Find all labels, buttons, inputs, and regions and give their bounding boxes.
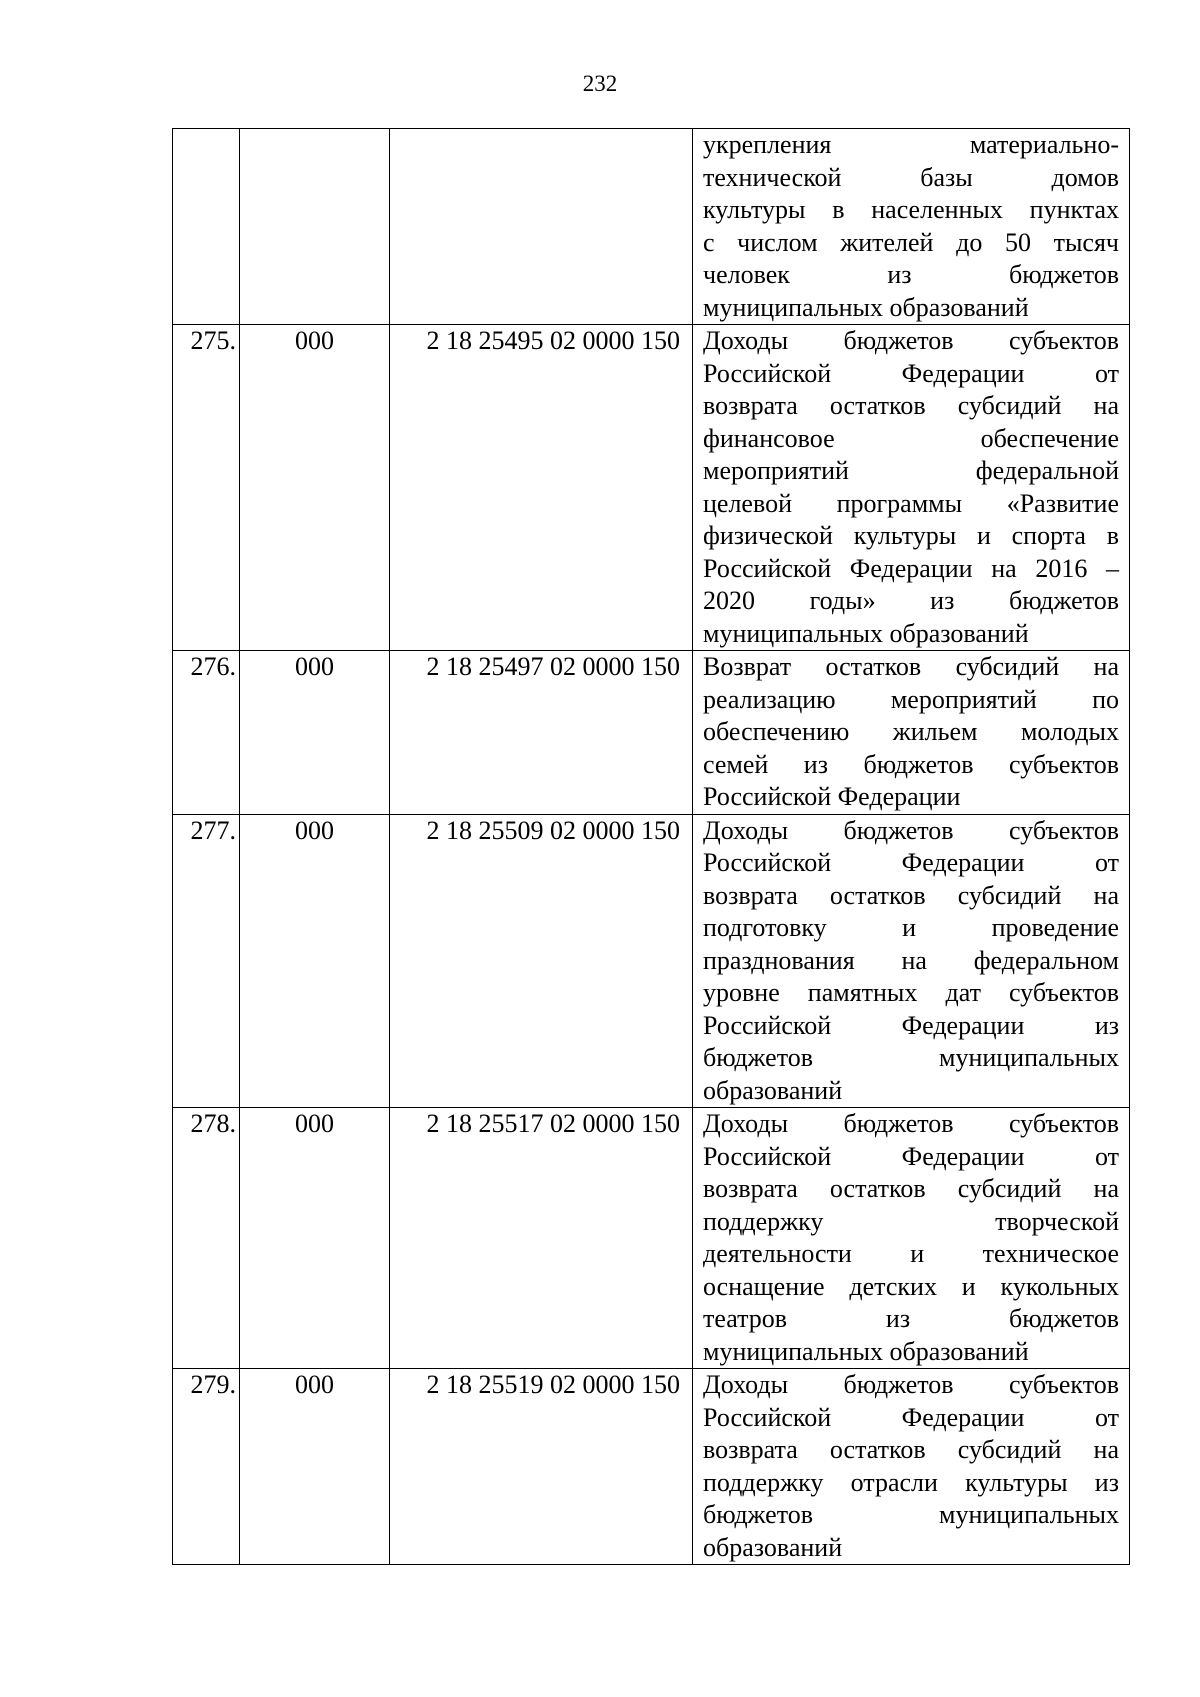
admin-code-cell: 000 [240, 1369, 390, 1565]
description-line: празднования на федеральном [703, 945, 1119, 975]
description-line: подготовку и проведение [703, 913, 1119, 942]
description-line: муниципальных образований [703, 292, 1029, 322]
description-cell [693, 129, 1130, 325]
description-line: укрепления материально- [703, 130, 1119, 159]
description-line: Российской Федерации от [703, 358, 1119, 388]
description-line: Доходы бюджетов субъектов [703, 1109, 1119, 1138]
description-line: возврата остатков субсидий на [703, 1435, 1119, 1464]
description-line: поддержку творческой [703, 1206, 1119, 1236]
description-cell [693, 814, 1130, 1108]
description-line: целевой программы «Развитие [703, 488, 1119, 518]
admin-code-cell: 000 [240, 651, 390, 815]
description-line: бюджетов муниципальных [703, 1500, 1119, 1529]
description-line: театров из бюджетов [703, 1304, 1119, 1333]
row-number-cell: 276. [173, 651, 240, 815]
description-line: уровне памятных дат субъектов [703, 978, 1119, 1007]
description-line: Возврат остатков субсидий на [703, 652, 1119, 681]
description-line: семей из бюджетов субъектов [703, 749, 1119, 779]
description-line: Доходы бюджетов субъектов [703, 326, 1119, 355]
description-line: реализацию мероприятий по [703, 684, 1119, 714]
description-line: физической культуры и спорта в [703, 521, 1119, 550]
description-line: муниципальных образований [703, 618, 1029, 648]
description-line: технической базы домов [703, 162, 1119, 192]
description-line: Российской Федерации от [703, 1402, 1119, 1432]
description-line: Российской Федерации на 2016 – [703, 553, 1119, 583]
income-code-cell: 2 18 25495 02 0000 150 [390, 325, 693, 651]
table-row [173, 129, 1130, 325]
description-cell [693, 1369, 1130, 1565]
row-number-cell: 277. [173, 814, 240, 1108]
table-row [173, 325, 1130, 651]
description-line: человек из бюджетов [703, 260, 1119, 289]
row-number-cell: 278. [173, 1108, 240, 1369]
description-line: муниципальных образований [703, 1336, 1029, 1366]
description-line: возврата остатков субсидий на [703, 880, 1119, 910]
description-line: поддержку отрасли культуры из [703, 1467, 1119, 1497]
admin-code-cell: 000 [240, 814, 390, 1108]
income-code-cell: 2 18 25509 02 0000 150 [390, 814, 693, 1108]
row-number-cell: 279. [173, 1369, 240, 1565]
income-code-cell: 2 18 25517 02 0000 150 [390, 1108, 693, 1369]
description-line: Российской Федерации из [703, 1010, 1119, 1040]
description-line: культуры в населенных пунктах [703, 195, 1119, 224]
description-line: с числом жителей до 50 тысяч [703, 227, 1119, 257]
admin-code-cell: 000 [240, 1108, 390, 1369]
description-line: финансовое обеспечение [703, 423, 1119, 453]
table-body [173, 129, 1130, 1565]
description-line: бюджетов муниципальных [703, 1043, 1119, 1072]
table-row [173, 1369, 1130, 1565]
description-line: мероприятий федеральной [703, 456, 1119, 485]
description-line: Российской Федерации от [703, 1141, 1119, 1171]
table-row [173, 1108, 1130, 1369]
income-code-cell: 2 18 25519 02 0000 150 [390, 1369, 693, 1565]
description-line: деятельности и техническое [703, 1239, 1119, 1268]
description-line: оснащение детских и кукольных [703, 1271, 1119, 1301]
description-cell [693, 651, 1130, 815]
admin-code-cell [240, 129, 390, 325]
description-line: Российской Федерации [703, 782, 961, 811]
description-line: образований [703, 1075, 843, 1105]
table-row [173, 651, 1130, 815]
description-line: обеспечению жильем молодых [703, 717, 1119, 746]
description-line: образований [703, 1532, 843, 1562]
budget-income-table [172, 128, 1130, 1565]
table-row [173, 814, 1130, 1108]
description-cell [693, 325, 1130, 651]
row-number-cell: 275. [173, 325, 240, 651]
description-line: Доходы бюджетов субъектов [703, 1370, 1119, 1399]
admin-code-cell: 000 [240, 325, 390, 651]
description-cell [693, 1108, 1130, 1369]
description-line: Доходы бюджетов субъектов [703, 815, 1119, 845]
description-line: Российской Федерации от [703, 848, 1119, 877]
row-number-cell [173, 129, 240, 325]
income-code-cell: 2 18 25497 02 0000 150 [390, 651, 693, 815]
income-code-cell [390, 129, 693, 325]
description-line: возврата остатков субсидий на [703, 391, 1119, 420]
description-line: 2020 годы» из бюджетов [703, 586, 1119, 615]
description-line: возврата остатков субсидий на [703, 1174, 1119, 1203]
page-number: 232 [582, 71, 618, 96]
